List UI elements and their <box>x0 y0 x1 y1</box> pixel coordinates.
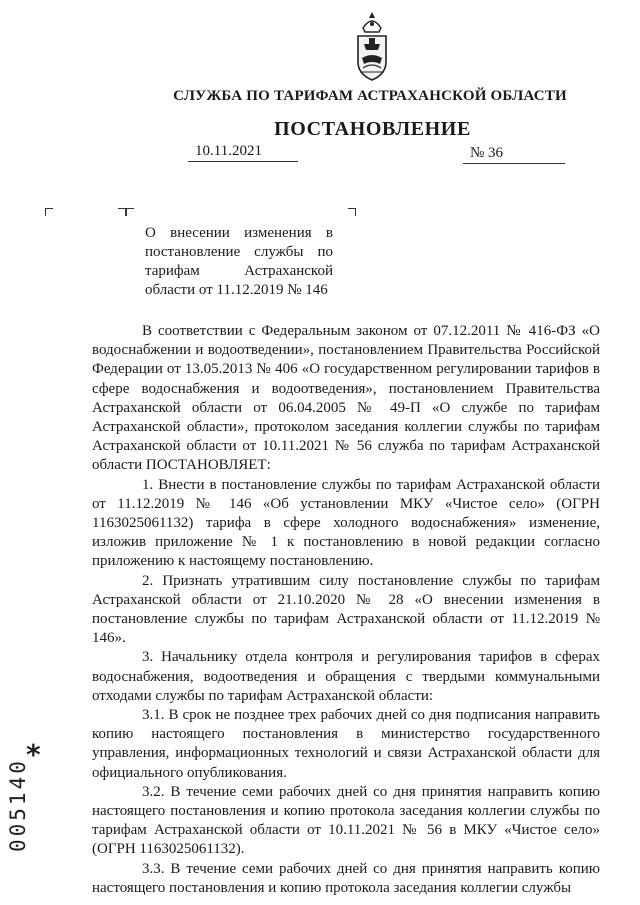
corner-mark <box>348 208 356 216</box>
document-type: ПОСТАНОВЛЕНИЕ <box>274 118 471 140</box>
document-date: 10.11.2021 <box>195 143 262 159</box>
document-number: № 36 <box>470 145 504 161</box>
corner-mark <box>126 208 134 216</box>
paragraph-item-2: 2. Признать утратившим силу постановление службы по тарифам Астраханской области от 21.10.2020 № 28 «О внесении изменения в постановление службы по тарифам Астраханской области от 11.12.2019 № 146». <box>92 572 600 647</box>
paragraph-item-3: 3. Начальнику отдела контроля и регулирования тарифов в сферах водоснабжения, водоотведения и обращения с твердыми коммунальными отходами службы по тарифам Астраханской области: <box>92 649 600 704</box>
document-subject: О внесении изменения в постановление службы по тарифам Астраханской области от 11.12.2019 № 146 <box>145 225 333 298</box>
paragraph-item-1: 1. Внести в постановление службы по тарифам Астраханской области от 11.12.2019 № 146 «Об установлении МКУ «Чистое село» (ОГРН 1163025061132) тарифа в сфере холодного водоснабжения» изменение, изложив приложение № 1 к постановлению в новой редакции согласно приложению к настоящему постановлению. <box>92 476 600 570</box>
organization-name: СЛУЖБА ПО ТАРИФАМ АСТРАХАНСКОЙ ОБЛАСТИ <box>173 88 567 104</box>
astrakhan-coat-of-arms-icon <box>352 10 392 82</box>
paragraph-preamble: В соответствии с Федеральным законом от 07.12.2011 № 416-ФЗ «О водоснабжении и водоотведении», постановлением Правительства Российской Федерации от 13.05.2013 № 406 «О государственном регулировании тарифов в сфере водоснабжения и водоотведения», постановлением Правительства Астраханской области от 06.04.2005 № 49-П «О службе по тарифам Астраханской области», протоколом заседания коллегии службы по тарифам Астраханской области от 10.11.2021 № 56 служба по тарифам Астраханской области ПОСТАНОВЛЯЕТ: <box>92 323 600 474</box>
number-underline <box>463 163 565 164</box>
corner-mark <box>118 208 126 216</box>
corner-mark <box>45 208 53 216</box>
document-body <box>92 322 600 898</box>
side-stamp-number: 005140 <box>6 758 30 852</box>
paragraph-item-3-2: 3.2. В течение семи рабочих дней со дня принятия направить копию настоящего постановления и копию протокола заседания коллегии службы по тарифам Астраханской области от 10.11.2021 № 56 в МКУ «Чистое село» (ОГРН 1163025061132). <box>92 783 600 858</box>
date-underline <box>188 161 298 162</box>
side-stamp-mark: * <box>26 738 41 771</box>
paragraph-item-3-1: 3.1. В срок не позднее трех рабочих дней со дня подписания направить копию настоящего постановления в министерство государственного управления, информационных технологий и связи Астраханской области для официального опубликования. <box>92 707 600 781</box>
paragraph-item-3-3: 3.3. В течение семи рабочих дней со дня принятия направить копию настоящего постановления и копию протокола заседания коллегии службы <box>92 860 600 896</box>
